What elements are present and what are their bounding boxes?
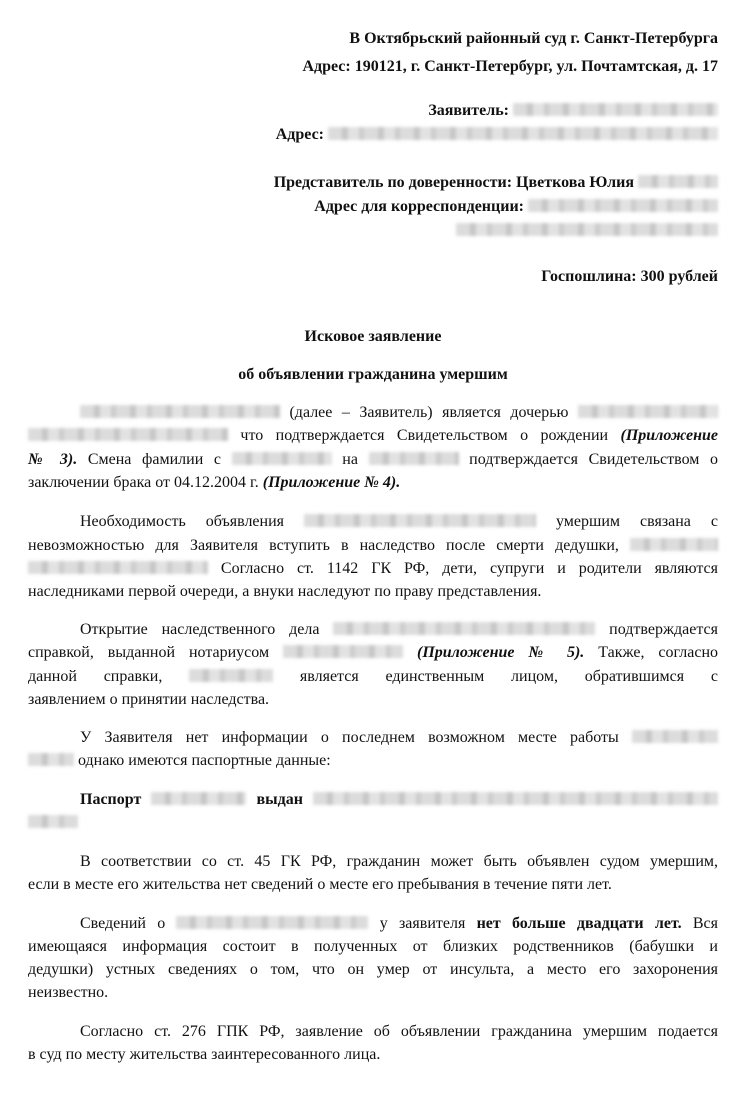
representative-row <box>28 172 718 194</box>
paragraph-1-line <box>28 402 718 424</box>
text-segment: что подтверждается Свидетельством о рождении <box>228 427 621 444</box>
redacted-text <box>630 538 718 551</box>
text-segment: У Заявителя нет информации о последнем возможном месте работы <box>80 729 632 746</box>
text-segment: Смена фамилии с <box>77 451 232 468</box>
paragraph-6-line <box>28 851 718 873</box>
applicant-address-row <box>28 124 718 146</box>
text-segment: Согласно ст. 1142 ГК РФ, дети, супруги и родители являются <box>208 560 718 577</box>
paragraph-3-line <box>28 666 718 688</box>
text-segment: подтверждается Свидетельством о <box>458 451 719 468</box>
text-segment: наследниками первой очереди, а внуки наследуют по праву представления. <box>28 583 542 600</box>
text-segment: на <box>331 451 369 468</box>
redacted-text <box>80 405 280 418</box>
redacted-text <box>176 916 368 929</box>
emphasized-text: (Приложение № 4). <box>262 474 401 491</box>
paragraph-1-line <box>28 472 718 494</box>
text-segment: в суд по месту жительства заинтересованного лица. <box>28 1046 381 1063</box>
text-segment: дедушки) устных сведениях о том, что он умер от инсульта, а место его захоронения <box>28 961 718 978</box>
state-fee: Госпошлина: 300 рублей <box>541 268 718 285</box>
text-segment: (далее – Заявитель) является дочерью <box>280 404 578 421</box>
text-segment: Открытие наследственного дела <box>80 621 334 638</box>
text-segment: заключении брака от 04.12.2004 г. <box>28 474 263 491</box>
redacted-text <box>28 753 74 766</box>
paragraph-4-line <box>28 727 718 749</box>
paragraph-6-line <box>28 874 718 896</box>
paragraph-7-line <box>28 982 718 1004</box>
emphasized-text: нет больше двадцати лет. <box>476 915 682 932</box>
text-segment: Также, согласно <box>584 644 719 661</box>
redacted-text <box>304 514 536 527</box>
text-segment <box>403 644 417 661</box>
text-segment: однако имеются паспортные данные: <box>74 752 331 769</box>
representative-label: Представитель по доверенности: Цветкова Юлия <box>273 174 634 191</box>
redacted-text <box>333 622 595 635</box>
text-segment: если в месте его жительства нет сведений о месте его пребывания в течение пяти лет. <box>28 876 612 893</box>
paragraph-2-line <box>28 535 718 557</box>
redacted-text <box>283 645 403 658</box>
paragraph-5-line <box>28 789 718 811</box>
redacted-text <box>232 452 332 465</box>
redacted-representative-patronymic <box>638 175 718 188</box>
correspondence-label: Адрес для корреспонденции: <box>314 198 524 215</box>
text-segment: Необходимость объявления <box>80 513 305 530</box>
redacted-text <box>632 730 718 743</box>
court-name: В Октябрьский районный суд г. Санкт-Петербурга <box>349 30 718 47</box>
paragraph-2-line <box>28 511 718 533</box>
text-segment: Согласно ст. 276 ГПК РФ, заявление об объявлении гражданина умершим подается <box>80 1023 718 1040</box>
paragraph-5-line <box>28 812 718 834</box>
text-segment: Вся <box>681 915 718 932</box>
correspondence-row-2 <box>28 220 718 242</box>
paragraph-8-line <box>28 1021 718 1043</box>
redacted-text <box>313 792 718 805</box>
redacted-text <box>189 669 273 682</box>
redacted-text <box>369 452 459 465</box>
text-segment: имеющаяся информация состоит в полученных от близких родственников (бабушки и <box>28 938 718 955</box>
paragraph-7-line <box>28 959 718 981</box>
text-segment: данной справки, <box>28 668 190 685</box>
applicant-label: Заявитель: <box>428 102 509 119</box>
text-segment: неизвестно. <box>28 984 109 1001</box>
text-segment: невозможностью для Заявителя вступить в наследство после смерти дедушки, <box>28 537 630 554</box>
document-subtitle: об объявлении гражданина умершим <box>238 366 508 383</box>
redacted-correspondence-address <box>528 199 718 212</box>
paragraph-3-line <box>28 642 718 664</box>
correspondence-row <box>28 196 718 218</box>
text-segment: справкой, выданной нотариусом <box>28 644 284 661</box>
paragraph-4-line <box>28 750 718 772</box>
paragraph-2-line <box>28 581 718 603</box>
paragraph-7-line <box>28 913 718 935</box>
emphasized-text: выдан <box>246 791 313 808</box>
text-segment: В соответствии со ст. 45 ГК РФ, гражданин может быть объявлен судом умершим, <box>80 853 718 870</box>
text-segment: является единственным лицом, обратившимся с <box>273 668 718 685</box>
paragraph-3-line <box>28 689 718 711</box>
redacted-text <box>28 561 208 574</box>
redacted-correspondence-address-2 <box>456 223 718 236</box>
emphasized-text: № 3). <box>28 451 78 468</box>
paragraph-3-line <box>28 619 718 641</box>
text-segment: умершим связана с <box>536 513 719 530</box>
emphasized-text: (Приложение <box>620 427 718 444</box>
address-label: Адрес: <box>275 126 324 143</box>
emphasized-text: Паспорт <box>80 791 152 808</box>
redacted-applicant-address <box>328 127 718 140</box>
court-address: Адрес: 190121, г. Санкт-Петербург, ул. Почтамтская, д. 17 <box>302 58 718 75</box>
paragraph-8-line <box>28 1044 718 1066</box>
document-title: Исковое заявление <box>304 328 442 345</box>
redacted-text <box>28 815 78 828</box>
redacted-text <box>578 405 718 418</box>
redacted-text <box>151 792 246 805</box>
paragraph-1-line <box>28 425 718 447</box>
text-segment: заявлением о принятии наследства. <box>28 691 270 708</box>
text-segment: у заявителя <box>368 915 477 932</box>
text-segment: Сведений о <box>80 915 177 932</box>
applicant-row <box>28 100 718 122</box>
redacted-applicant-name <box>513 103 718 116</box>
paragraph-2-line <box>28 558 718 580</box>
paragraph-1-line <box>28 449 718 471</box>
emphasized-text: (Приложение № 5). <box>417 644 585 661</box>
text-segment: подтверждается <box>595 621 718 638</box>
redacted-text <box>28 428 228 441</box>
paragraph-7-line <box>28 936 718 958</box>
